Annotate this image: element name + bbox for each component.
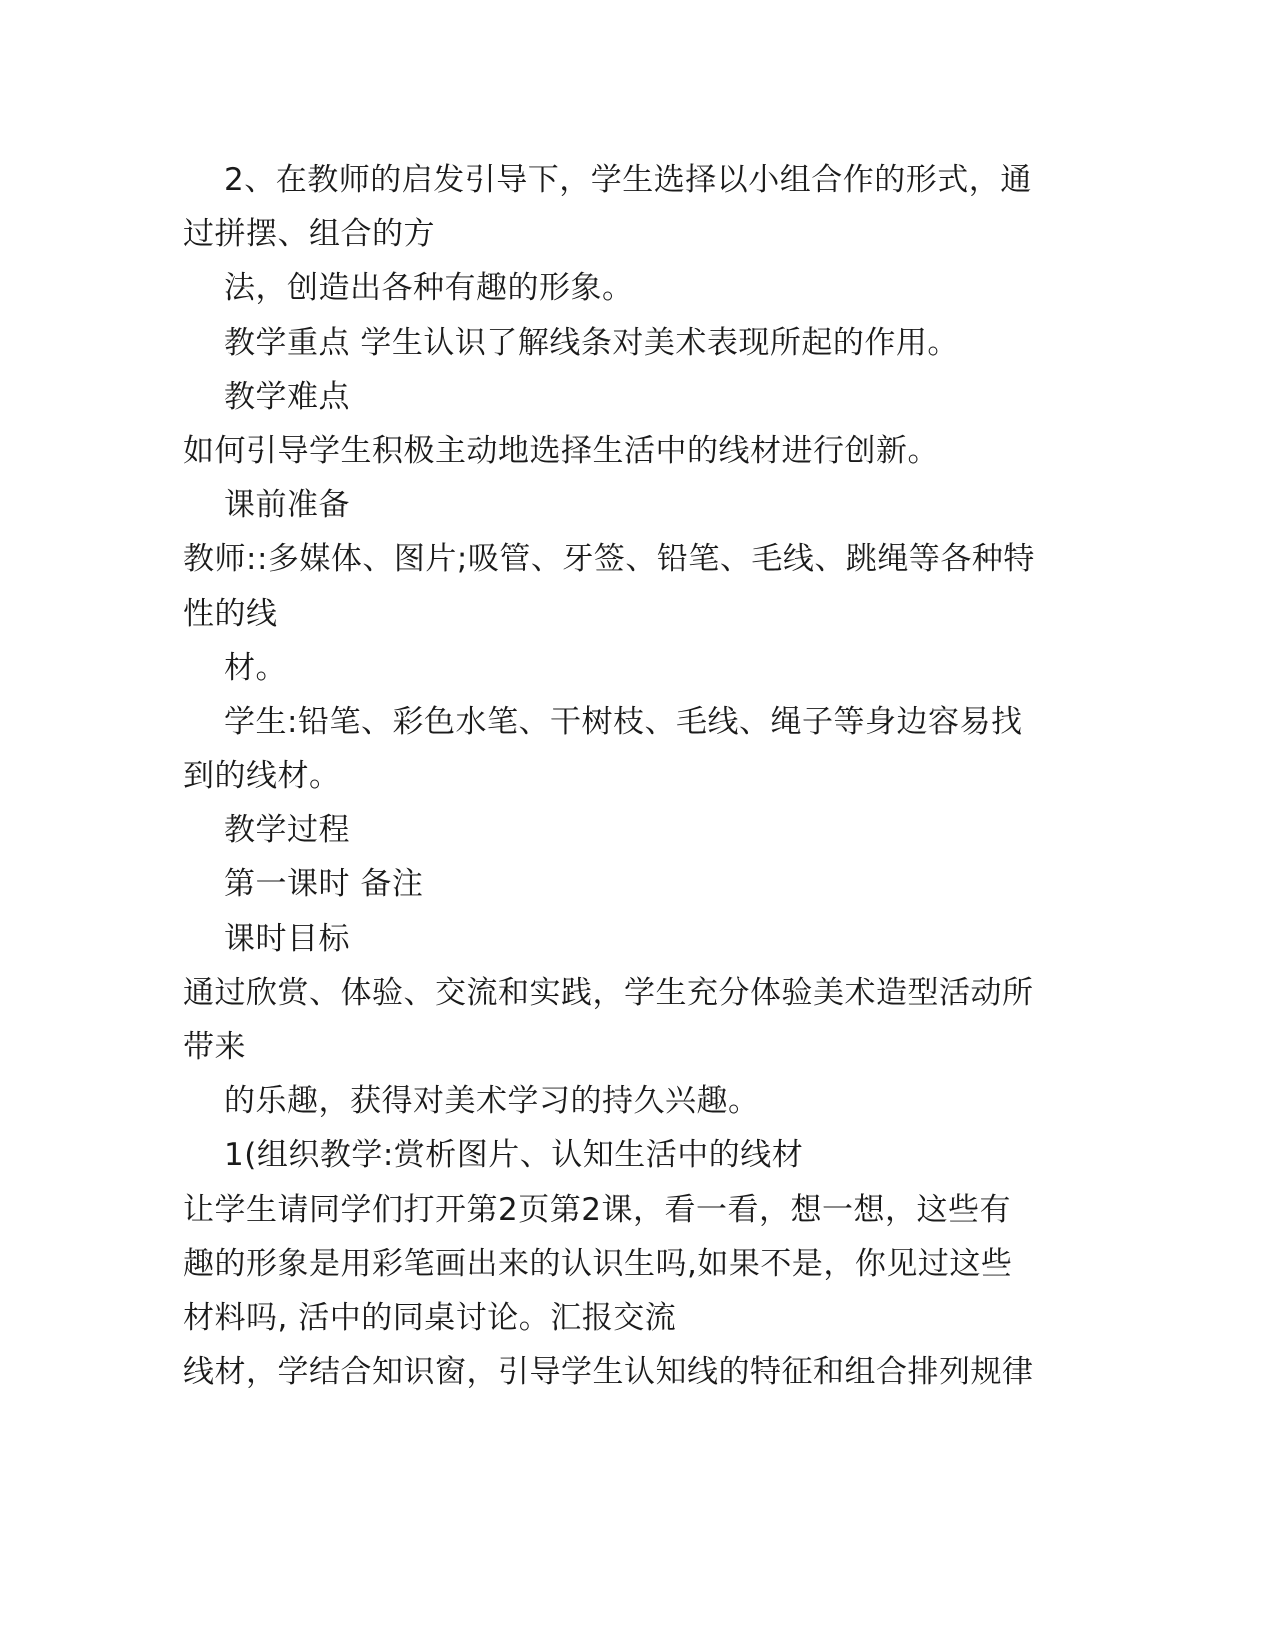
text-line-6: 如何引导学生积极主动地选择生活中的线材进行创新。 bbox=[183, 433, 939, 469]
text-line-23: 线材，学结合知识窗，引导学生认知线的特征和组合排列规律 bbox=[183, 1354, 1034, 1390]
text-line-7: 课前准备 bbox=[224, 487, 350, 523]
text-line-3: 法，创造出各种有趣的形象。 bbox=[224, 270, 634, 306]
text-line-13: 教学过程 bbox=[224, 812, 350, 848]
text-line-18: 的乐趣，获得对美术学习的持久兴趣。 bbox=[224, 1083, 760, 1119]
text-line-11: 学生:铅笔、彩色水笔、干树枝、毛线、绳子等身边容易找 bbox=[224, 704, 1023, 740]
text-line-4: 教学重点 学生认识了解线条对美术表现所起的作用。 bbox=[224, 325, 959, 361]
text-line-22: 材料吗, 活中的同桌讨论。汇报交流 bbox=[183, 1300, 677, 1336]
text-line-17: 带来 bbox=[183, 1029, 246, 1065]
text-line-10: 材。 bbox=[224, 650, 287, 686]
text-line-19: 1(组织教学:赏析图片、认知生活中的线材 bbox=[224, 1137, 804, 1173]
text-line-15: 课时目标 bbox=[224, 921, 350, 957]
text-line-14: 第一课时 备注 bbox=[224, 866, 424, 902]
text-line-8: 教师::多媒体、图片;吸管、牙签、铅笔、毛线、跳绳等各种特 bbox=[183, 541, 1035, 577]
text-line-12: 到的线材。 bbox=[183, 758, 341, 794]
text-line-1: 2、在教师的启发引导下，学生选择以小组合作的形式，通 bbox=[224, 162, 1032, 198]
text-line-16: 通过欣赏、体验、交流和实践，学生充分体验美术造型活动所 bbox=[183, 975, 1034, 1011]
text-line-9: 性的线 bbox=[183, 596, 278, 632]
text-line-20: 让学生请同学们打开第2页第2课，看一看，想一想，这些有 bbox=[183, 1192, 1011, 1228]
text-line-21: 趣的形象是用彩笔画出来的认识生吗,如果不是，你见过这些 bbox=[183, 1246, 1013, 1282]
text-line-5: 教学难点 bbox=[224, 379, 350, 415]
text-line-2: 过拼摆、组合的方 bbox=[183, 216, 435, 252]
